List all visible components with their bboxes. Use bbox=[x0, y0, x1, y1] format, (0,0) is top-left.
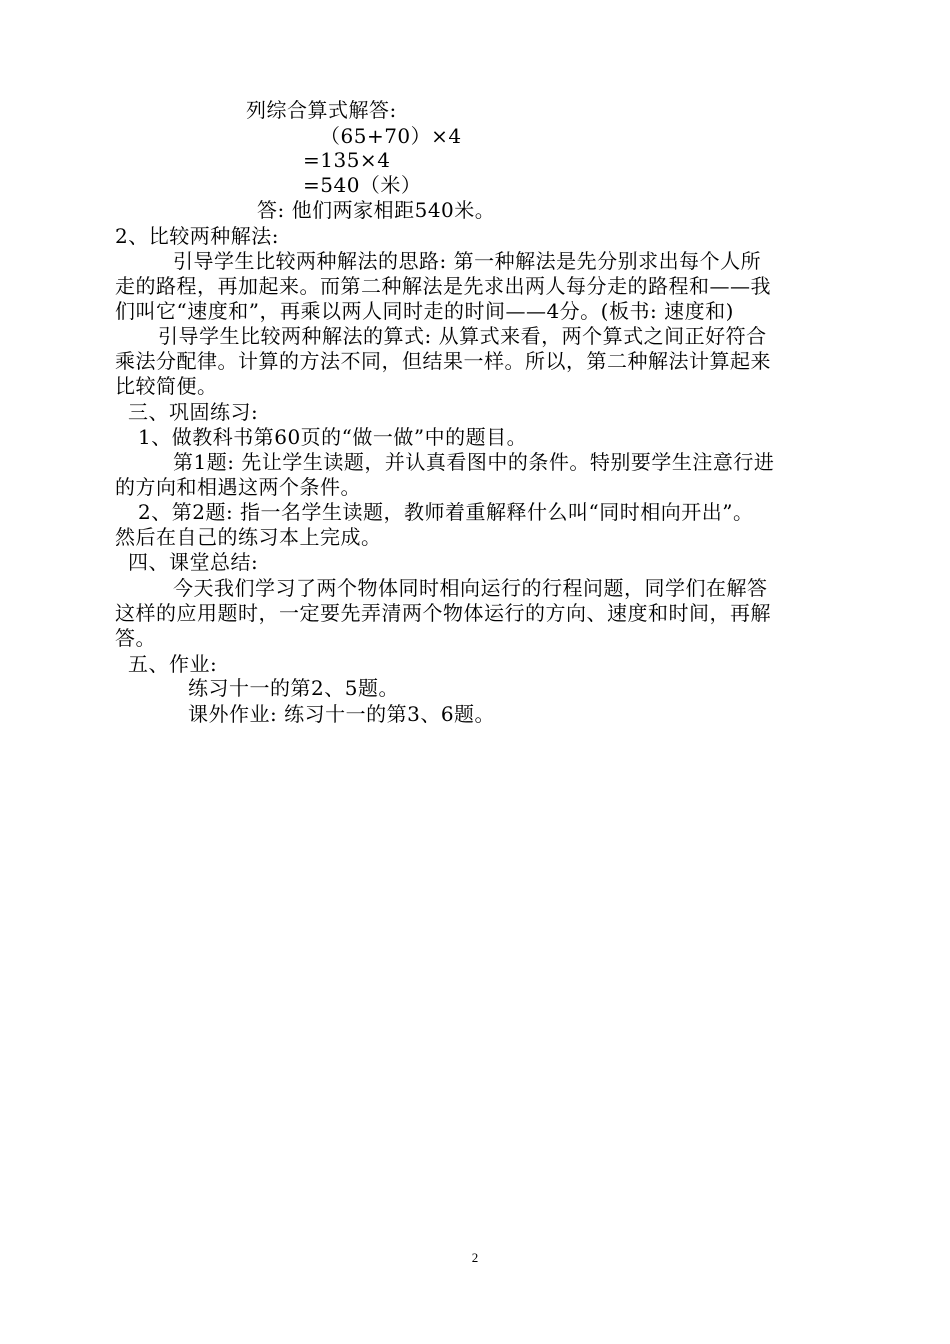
text-line-17: 2、第2题: 指一名学生读题，教师着重解释什么叫“同时相向开出”。 bbox=[138, 500, 754, 524]
page-number: 2 bbox=[471, 1250, 479, 1265]
text-line-25: 课外作业: 练习十一的第3、6题。 bbox=[188, 702, 496, 726]
text-line-21: 这样的应用题时，一定要先弄清两个物体运行的方向、速度和时间，再解 bbox=[115, 601, 771, 625]
text-line-15: 第1题: 先让学生读题，并认真看图中的条件。特别要学生注意行进 bbox=[173, 450, 775, 474]
text-line-3: =135×4 bbox=[303, 148, 391, 172]
text-line-13: 三、巩固练习: bbox=[128, 400, 259, 424]
text-line-5: 答: 他们两家相距540米。 bbox=[257, 198, 496, 222]
text-line-8: 走的路程，再加起来。而第二种解法是先求出两人每分走的路程和——我 bbox=[115, 274, 771, 298]
text-line-24: 练习十一的第2、5题。 bbox=[188, 676, 399, 700]
text-line-22: 答。 bbox=[115, 626, 156, 650]
text-line-4: =540（米） bbox=[303, 173, 422, 197]
text-line-23: 五、作业: bbox=[128, 652, 218, 676]
text-line-1: 列综合算式解答: bbox=[246, 98, 397, 122]
text-line-18: 然后在自己的练习本上完成。 bbox=[115, 525, 382, 549]
text-line-9: 们叫它“速度和”，再乘以两人同时走的时间——4分。(板书: 速度和) bbox=[115, 299, 734, 323]
text-line-11: 乘法分配律。计算的方法不同，但结果一样。所以，第二种解法计算起来 bbox=[115, 349, 771, 373]
text-line-7: 引导学生比较两种解法的思路: 第一种解法是先分别求出每个人所 bbox=[173, 249, 762, 273]
text-line-2: （65+70）×4 bbox=[320, 124, 462, 148]
text-line-10: 引导学生比较两种解法的算式: 从算式来看，两个算式之间正好符合 bbox=[158, 324, 767, 348]
text-line-12: 比较简便。 bbox=[115, 374, 218, 398]
text-line-19: 四、课堂总结: bbox=[128, 550, 259, 574]
text-line-14: 1、做教科书第60页的“做一做”中的题目。 bbox=[138, 425, 528, 449]
text-line-16: 的方向和相遇这两个条件。 bbox=[115, 475, 361, 499]
text-line-6: 2、比较两种解法: bbox=[115, 224, 279, 248]
text-line-20: 今天我们学习了两个物体同时相向运行的行程问题，同学们在解答 bbox=[173, 576, 768, 600]
